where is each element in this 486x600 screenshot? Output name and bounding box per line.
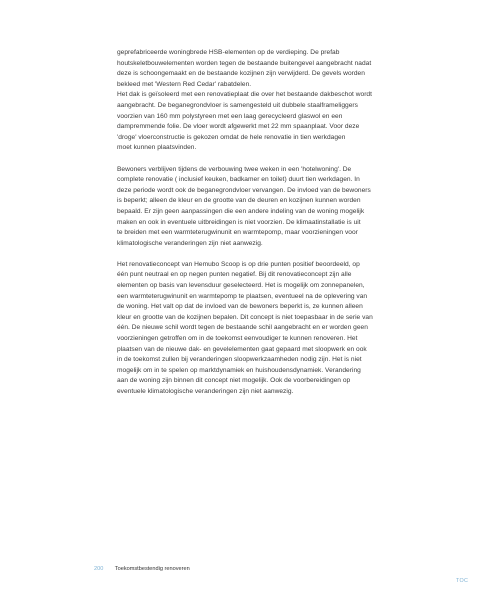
body-line: aangebracht. De beganegrondvloer is samengesteld uit dubbele staalframeliggers (117, 101, 358, 109)
page-footer (94, 565, 190, 573)
body-line: plaatsen van de nieuwe dak- en gevelelementen gaat gepaard met sloopwerk en ook (117, 345, 367, 353)
body-line: dampremmende folie. De vloer wordt afgewerkt met 22 mm spaanplaat. Voor deze (117, 123, 360, 131)
body-line: bepaald. Er zijn geen aanpassingen die een andere indeling van de woning mogelijk (117, 207, 365, 215)
body-line: bekleed met 'Western Red Cedar' rabatdelen. (117, 80, 252, 88)
body-line: deze is schoongemaakt en de bestaande kozijnen zijn verwijderd. De gevels worden (117, 70, 365, 78)
body-line: maken en ook in eventuele uitbreidingen is niet voorzien. De klimaatinstallatie is uit (117, 218, 361, 226)
body-line: voorzien van 160 mm polystyreen met een laag gerecycleerd glaswol en een (117, 112, 343, 120)
body-line: één punt neutraal en op negen punten negatief. Bij dit renovatieconcept zijn alle (117, 271, 352, 279)
body-line: aan de woning zijn binnen dit concept niet mogelijk. Ook de voorbereidingen op (117, 377, 351, 385)
body-line: geprefabriceerde woningbrede HSB-elementen op de verdieping. De prefab (117, 49, 340, 56)
body-line: klimatologische veranderingen zijn niet aanwezig. (117, 239, 263, 247)
body-line: 'droge' vloerconstructie is gekozen omdat de hele renovatie in tien werkdagen (117, 133, 346, 141)
body-line: kleur en grootte van de kozijnen bepalen. Dit concept is niet toepasbaar in de serie van (117, 313, 373, 321)
body-line: voorzieningen getroffen om in de toekomst eenvoudiger te kunnen renoveren. Het (117, 335, 358, 343)
body-line: moet kunnen plaatsvinden. (117, 144, 197, 152)
toc-link[interactable]: TOC (456, 578, 469, 584)
body-line: de woning. Het valt op dat de invloed van de bewoners beperkt is, ze kunnen alleen (117, 303, 363, 311)
body-line: mogelijk om in te spelen op marktdynamiek en huishoudensdynamiek. Verandering (117, 366, 361, 374)
body-text (117, 48, 437, 398)
body-line: Bewoners verblijven tijdens de verbouwing twee weken in een 'hotelwoning'. De (117, 165, 352, 173)
body-line: Het dak is geïsoleerd met een renovatieplaat die over het bestaande dakbeschot wordt (117, 91, 372, 99)
body-line: is beperkt; alleen de kleur en de grootte van de deuren en kozijnen kunnen worden (117, 197, 361, 205)
body-line: elementen op basis van levensduur geselecteerd. Het is mogelijk om zonnepanelen, (117, 282, 365, 290)
body-line: complete renovatie ( inclusief keuken, badkamer en toilet) duurt tien werkdagen. In (117, 176, 360, 184)
body-line: deze periode wordt ook de beganegrondvloer vervangen. De invloed van de bewoners (117, 186, 371, 194)
footer-title: Toekomstbestendig renoveren (114, 566, 190, 572)
body-line: één. De nieuwe schil wordt tegen de bestaande schil aangebracht en er worden geen (117, 324, 368, 332)
body-line: houtskeletbouwelementen worden tegen de bestaande buitengevel aangebracht nadat (117, 59, 372, 67)
body-line: een warmteterugwinunit en warmtepomp te plaatsen, eventueel na de oplevering van (117, 292, 368, 300)
body-line: Het renovatieconcept van Hemubo Scoop is op drie punten positief beoordeeld, op (117, 260, 360, 268)
body-line: in de toekomst zullen bij veranderingen sloopwerkzaamheden nodig zijn. Het is niet (117, 356, 362, 364)
page-number: 200 (94, 566, 104, 572)
body-line: eventuele klimatologische veranderingen zijn niet aanwezig. (117, 388, 294, 395)
body-line: te breiden met een warmteterugwinunit en warmtepomp, maar voorzieningen voor (117, 229, 358, 237)
